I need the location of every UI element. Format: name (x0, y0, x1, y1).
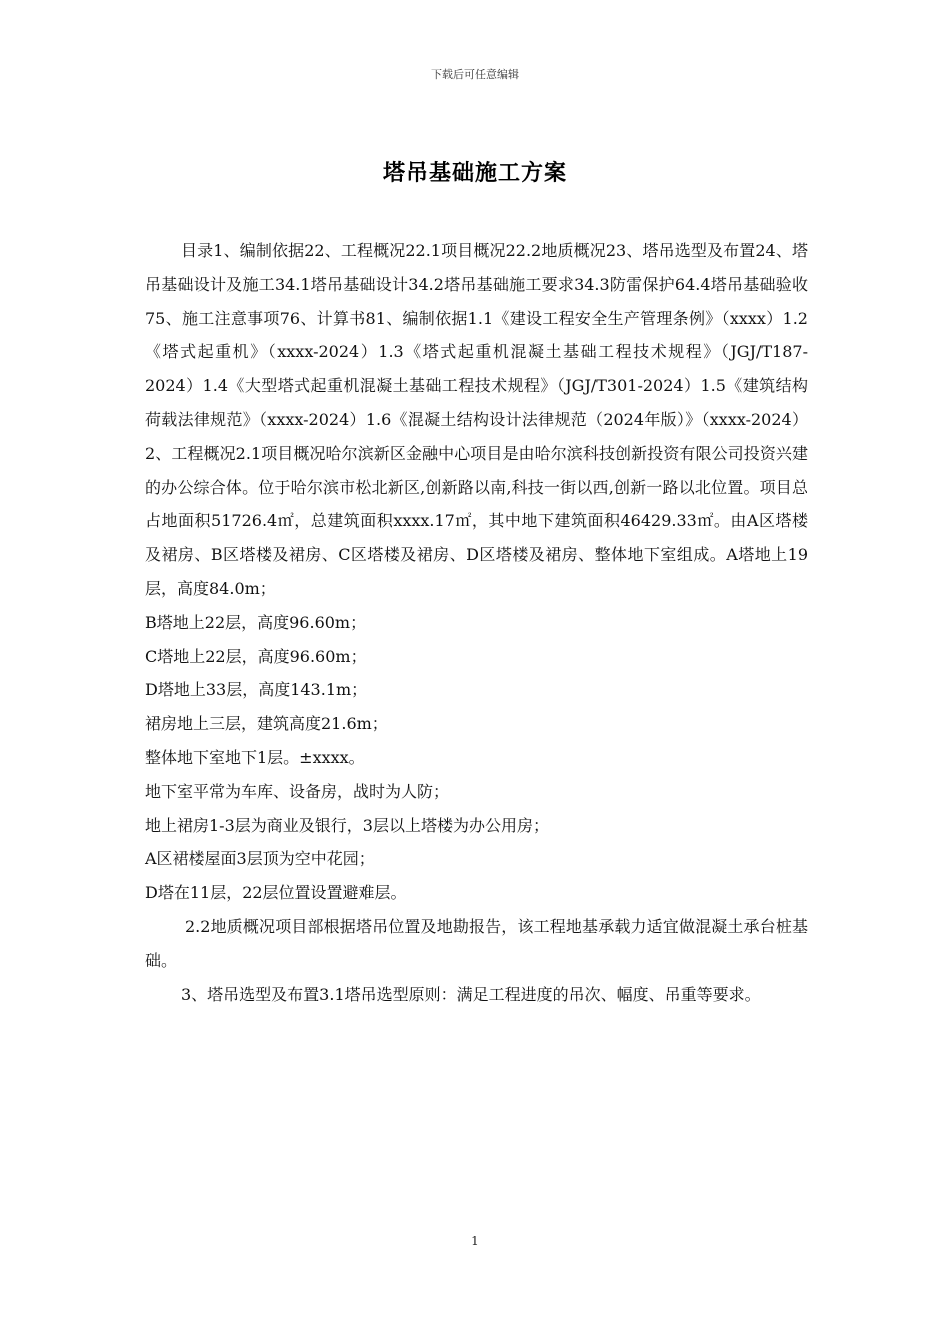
paragraph-geology: 2.2地质概况项目部根据塔吊位置及地勘报告，该工程地基承载力适宜做混凝土承台桩基础。 (145, 916, 808, 970)
paragraph-intro: 目录1、编制依据22、工程概况22.1项目概况22.2地质概况23、塔吊选型及布置24、塔吊基础设计及施工34.1塔吊基础设计34.2塔吊基础施工要求34.3防雷保护64.4塔吊基础验收75、施工注意事项76、计算书81、编制依据1.1《建设工程安全生产管理条例》（xxxx）1.2《塔式起重机》（xxxx-2024）1.3《塔式起重机混凝土基础工程技术规程》（JGJ/T187-2024）1.4《大型塔式起重机混凝土基础工程技术规程》（JGJ/T301-2024）1.5《建筑结构荷载法律规范》（xxxx-2024）1.6《混凝土结构设计法律规范（2024年版）》（xxxx-2024）2、工程概况2.1项目概况哈尔滨新区金融中心项目是由哈尔滨科技创新投资有限公司投资兴建的办公综合体。位于哈尔滨市松北新区,创新路以南,科技一街以西,创新一路以北位置。项目总占地面积51726.4㎡，总建筑面积xxxx.17㎡，其中地下建筑面积46429.33㎡。由A区塔楼及裙房、B区塔楼及裙房、C区塔楼及裙房、D区塔楼及裙房、整体地下室组成。A塔地上19层，高度84.0m； (145, 241, 808, 598)
paragraph-podium: 裙房地上三层，建筑高度21.6m； (145, 714, 388, 734)
paragraph-garden: A区裙楼屋面3层顶为空中花园； (145, 849, 375, 869)
paragraph-basement-use: 地下室平常为车库、设备房，战时为人防； (145, 781, 450, 801)
paragraph-tower-b: B塔地上22层，高度96.60m； (145, 612, 367, 632)
paragraph-selection: 3、塔吊选型及布置3.1塔吊选型原则：满足工程进度的吊次、幅度、吊重等要求。 (181, 984, 761, 1004)
paragraph-tower-c: C塔地上22层，高度96.60m； (145, 646, 367, 666)
paragraph-podium-use: 地上裙房1-3层为商业及银行，3层以上塔楼为办公用房； (145, 815, 549, 835)
document-body (145, 234, 808, 1011)
document-title: 塔吊基础施工方案 (382, 160, 567, 186)
header-note: 下载后可任意编辑 (431, 68, 519, 81)
paragraph-refuge: D塔在11层，22层位置设置避难层。 (145, 883, 407, 903)
page-number: 1 (471, 1234, 479, 1248)
paragraph-basement: 整体地下室地下1层。±xxxx。 (145, 747, 365, 767)
paragraph-tower-d: D塔地上33层，高度143.1m； (145, 680, 368, 700)
